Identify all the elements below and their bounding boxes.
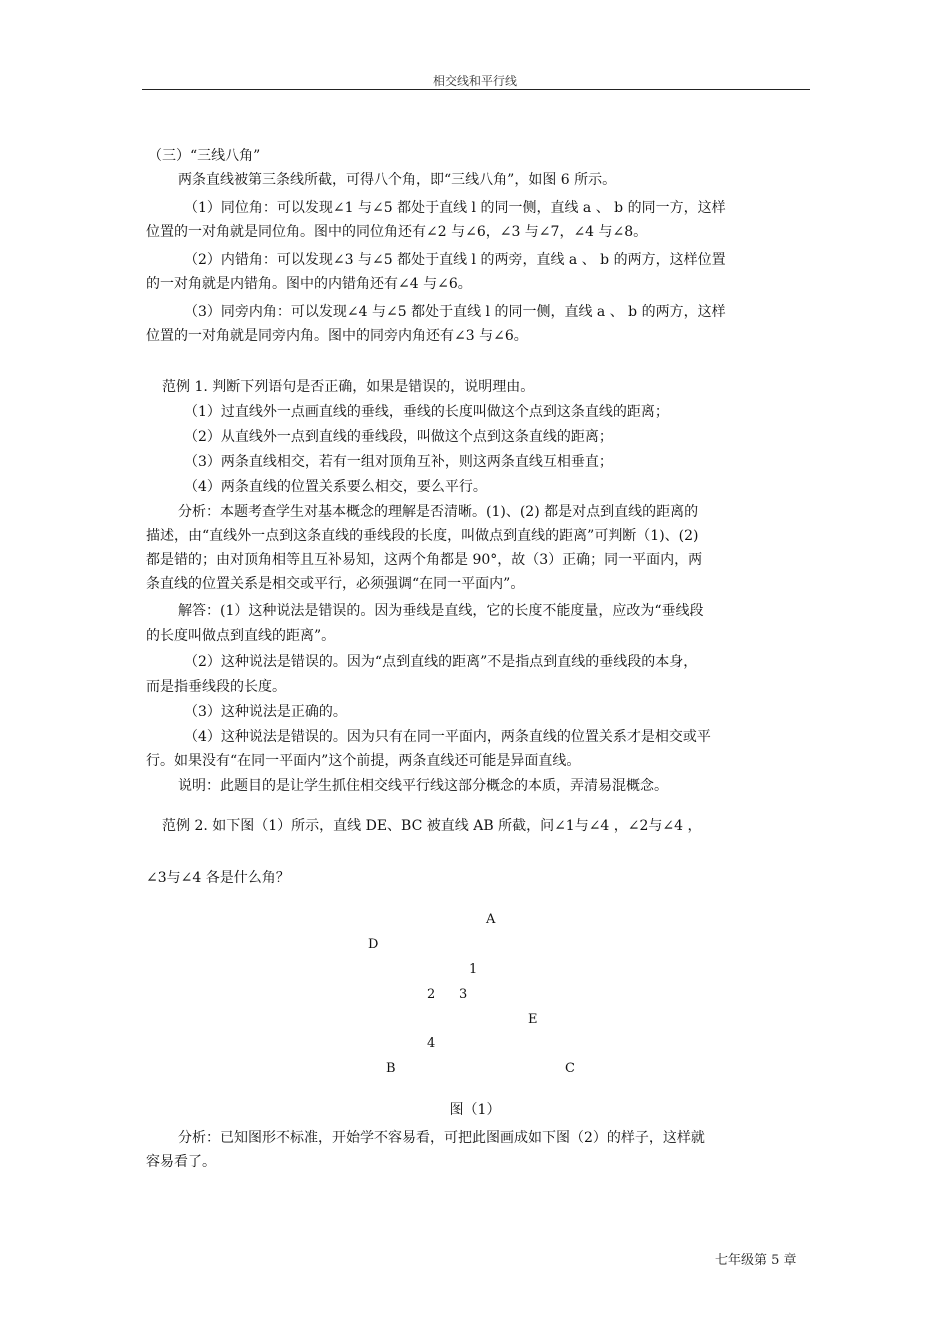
- point-c-label: C: [565, 1061, 575, 1076]
- example1-ans1-l2: 的长度叫做点到直线的距离”。: [146, 628, 336, 644]
- example1-ans4-l2: 行。如果没有“在同一平面内”这个前提，两条直线还可能是异面直线。: [146, 753, 581, 769]
- item2-line2: 的一对角就是内错角。图中的内错角还有∠4 与∠6。: [146, 276, 472, 292]
- example2-analysis-l1: 分析：已知图形不标准，开始学不容易看，可把此图画成如下图（2）的样子，这样就: [178, 1130, 705, 1146]
- example1-analysis-l1: 分析：本题考查学生对基本概念的理解是否清晰。(1)、(2) 都是对点到直线的距离的: [178, 504, 699, 520]
- header-title: 相交线和平行线: [432, 74, 517, 88]
- point-a-label: A: [486, 912, 496, 927]
- example1-ans4-l1: （4）这种说法是错误的。因为只有在同一平面内，两条直线的位置关系才是相交或平: [184, 729, 711, 745]
- example1-ans2-l1: （2）这种说法是错误的。因为“点到直线的距离”不是指点到直线的垂线段的本身，: [184, 654, 698, 670]
- header-rule: [142, 89, 810, 90]
- angle-2-label: 2: [427, 987, 436, 1002]
- angle-1-label: 1: [469, 962, 478, 977]
- item1-line1: （1）同位角：可以发现∠1 与∠5 都处于直线 l 的同一侧，直线 a 、 b 的同一方，这样: [184, 200, 726, 216]
- item3-line2: 位置的一对角就是同旁内角。图中的同旁内角还有∠3 与∠6。: [146, 328, 528, 344]
- point-b-label: B: [386, 1061, 396, 1076]
- example1-q4: （4）两条直线的位置关系要么相交，要么平行。: [184, 479, 487, 495]
- example1-analysis-l2: 描述，由“直线外一点到这条直线的垂线段的长度，叫做点到直线的距离”可判断（1)、(2): [146, 528, 699, 544]
- example1-q2: （2）从直线外一点到直线的垂线段，叫做这个点到这条直线的距离；: [184, 429, 613, 445]
- section-heading: （三）“三线八角”: [148, 148, 261, 164]
- item3-line1: （3）同旁内角：可以发现∠4 与∠5 都处于直线 l 的同一侧，直线 a 、 b 的两方，这样: [184, 304, 726, 320]
- point-e-label: E: [528, 1012, 538, 1027]
- example2-title-l2: ∠3与∠4 各是什么角？: [146, 870, 290, 886]
- example1-title: 范例 1. 判断下列语句是否正确，如果是错误的，说明理由。: [162, 379, 535, 395]
- example1-note: 说明：此题目的是让学生抓住相交线平行线这部分概念的本质，弄清易混概念。: [178, 778, 668, 794]
- example1-q1: （1）过直线外一点画直线的垂线，垂线的长度叫做这个点到这条直线的距离；: [184, 404, 669, 420]
- example1-analysis-l4: 条直线的位置关系是相交或平行，必须强调“在同一平面内”。: [146, 576, 525, 592]
- example1-ans2-l2: 而是指垂线段的长度。: [146, 679, 286, 695]
- footer-chapter: 七年级第 5 章: [715, 1253, 797, 1268]
- figure-caption: 图（1）: [449, 1102, 501, 1118]
- example1-ans1-l1: 解答：(1）这种说法是错误的。因为垂线是直线，它的长度不能度量，应改为“垂线段: [178, 603, 704, 619]
- point-d-label: D: [368, 937, 379, 952]
- item1-line2: 位置的一对角就是同位角。图中的同位角还有∠2 与∠6，∠3 与∠7，∠4 与∠8。: [146, 224, 648, 240]
- example1-analysis-l3: 都是错的；由对顶角相等且互补易知，这两个角都是 90°，故（3）正确；同一平面内，两: [146, 552, 703, 568]
- example2-title: 范例 2. 如下图（1）所示，直线 DE、BC 被直线 AB 所截，问∠1与∠4 ，∠2与∠4 ，: [162, 818, 702, 834]
- item2-line1: （2）内错角：可以发现∠3 与∠5 都处于直线 l 的两旁，直线 a 、 b 的两方，这样位置: [184, 252, 726, 268]
- example1-ans3: （3）这种说法是正确的。: [184, 704, 347, 720]
- example1-q3: （3）两条直线相交，若有一组对顶角互补，则这两条直线互相垂直；: [184, 454, 613, 470]
- section-intro: 两条直线被第三条线所截，可得八个角，即“三线八角”，如图 6 所示。: [178, 172, 617, 188]
- angle-3-label: 3: [459, 987, 468, 1002]
- angle-4-label: 4: [427, 1036, 436, 1051]
- example2-analysis-l2: 容易看了。: [146, 1154, 216, 1170]
